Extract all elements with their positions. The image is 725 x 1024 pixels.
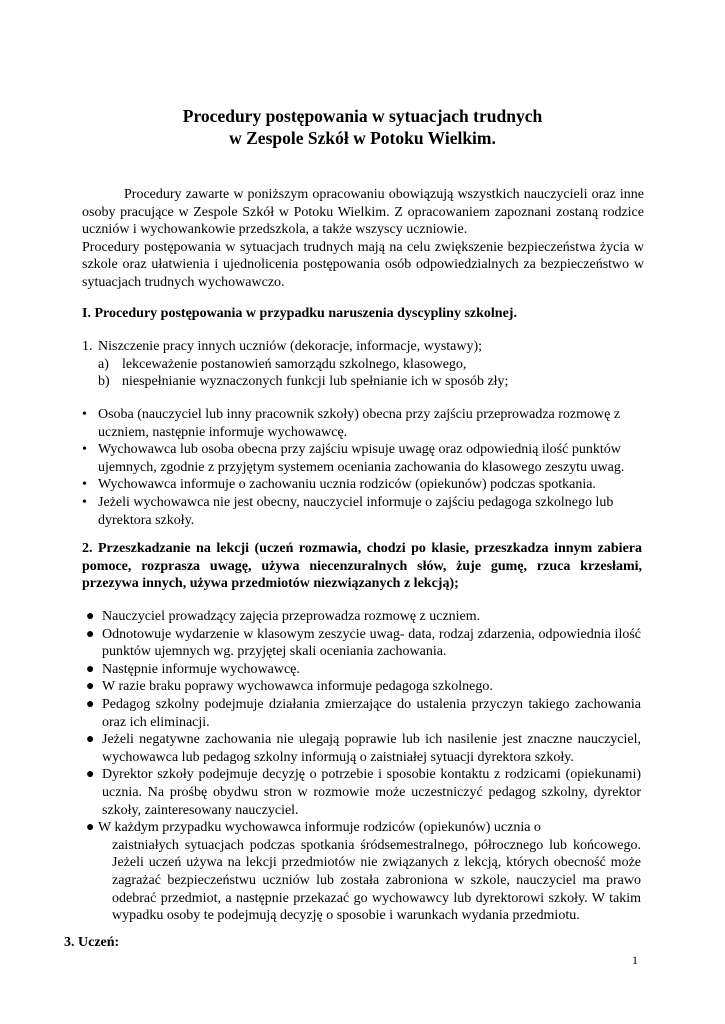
list-item [86,678,641,696]
list-item [82,406,642,441]
list-item [86,696,641,731]
section-2-heading: 2. Przeszkadzanie na lekcji (uczeń rozmawia, chodzi po klasie, przeszkadza innym zabiera pomoce, rozprasza uwagę, używa niecenzuralnych słów, żuje gumę, rzuca krzesłami, przezywa innych, używa przedmiotów niezwiązanych z lekcją); [82,541,642,592]
sub-item [82,373,642,391]
intro-text-1: Procedury zawarte w poniższym opracowaniu obowiązują wszystkich nauczycieli oraz inne osoby pracujące w Zespole Szkół w Potoku Wielkim. Z opracowaniem zapoznani zostaną rodzice uczniów i wychowankowie przedszkola, a także wszyscy uczniowie. [82,187,644,238]
bullet-text: Wychowawca lub osoba obecna przy zajściu wpisuje uwagę oraz odpowiednią ilość punktów ujemnych, zgodnie z przyjętym systemem oceniania zachowania do klasowego zeszytu uwag. [98,442,625,475]
sub-item-text: niespełnianie wyznaczonych funkcji lub spełnianie ich w sposób zły; [122,374,509,390]
list-item [86,626,641,661]
list-item [82,441,642,476]
list-item [86,731,641,766]
bullet-icon: • [82,442,87,458]
bullet-text: W razie braku poprawy wychowawca informuje pedagoga szkolnego. [102,679,493,695]
bullet-icon: ● [86,732,95,748]
bullet-text: Osoba (nauczyciel lub inny pracownik szkoły) obecna przy zajściu przeprowadza rozmowę z uczniem, następnie informuje wychowawcę. [98,407,621,440]
list-item [86,766,641,819]
item-number: 1. [82,339,93,354]
list-item [86,608,641,626]
bullet-text: Nauczyciel prowadzący zajęcia przeprowadza rozmowę z uczniem. [102,609,481,624]
bullet-icon: ● [86,679,95,695]
list-item [82,338,642,356]
document-title-line-2: w Zespole Szkół w Potoku Wielkim. [229,128,496,148]
section-2-bullet-list [86,608,641,925]
bullet-text: Następnie informuje wychowawcę. [102,661,300,677]
bullet-text: Wychowawca informuje o zachowaniu ucznia rodziców (opiekunów) podczas spotkania. [98,477,596,493]
list-item [86,661,641,679]
document-title-line-1: Procedury postępowania w sytuacjach trudnych [182,106,543,126]
sub-item [82,356,642,374]
list-item [82,476,642,494]
item-text: Niszczenie pracy innych uczniów (dekoracje, informacje, wystawy); [98,339,483,354]
list-item [86,819,641,925]
section-3-heading: 3. Uczeń: [64,935,120,950]
page-number: 1 [632,953,638,967]
bullet-text: Jeżeli wychowawca nie jest obecny, nauczyciel informuje o zajściu pedagoga szkolnego lub dyrektora szkoły. [98,494,614,528]
bullet-icon: ● [86,696,95,712]
sub-item-label: b) [98,374,110,390]
bullet-text-first-line: W każdym przypadku wychowawca informuje rodziców (opiekunów) ucznia o [98,820,541,836]
bullet-icon: ● [86,626,95,642]
bullet-text: Odnotowuje wydarzenie w klasowym zeszycie uwag- data, rodzaj zdarzenia, odpowiednia ilość punktów ujemnych wg. przyjętej skali oceniania zachowania. [102,626,641,660]
section-1-bullet-list [82,406,642,529]
bullet-icon: • [82,407,87,422]
list-item [82,494,642,529]
bullet-text-continuation: zaistniałych sytuacjach podczas spotkania śródsemestralnego, półrocznego lub końcowego. Jeżeli uczeń używa na lekcji przedmiotów nie związanych z lekcją, których obecność może zagrażać bezpieczeństwu uczniów lub została zabroniona w szkole, nauczyciel ma prawo odebrać przedmiot, a następnie przekazać go wychowawcy lub dyrektorowi szkoły. W takim wypadku osoby te podejmują decyzję o sposobie i warunkach wydania przedmiotu. [112,837,641,924]
bullet-icon: • [82,477,87,493]
bullet-icon: • [82,494,87,510]
bullet-icon: ● [86,820,95,836]
bullet-icon: ● [86,609,95,624]
bullet-text: Pedagog szkolny podejmuje działania zmierzające do ustalenia przyczyn takiego zachowania oraz ich eliminacji. [102,696,641,730]
bullet-text: Jeżeli negatywne zachowania nie ulegają poprawie lub ich nasilenie jest znaczne nauczyciel, wychowawca lub pedagog szkolny informują o zaistniałej sytuacji dyrektora szkoły. [102,732,641,765]
bullet-text: Dyrektor szkoły podejmuje decyzję o potrzebie i sposobie kontaktu z rodzicami (opiekunami) ucznia. Na prośbę obydwu stron w rozmowie może uczestniczyć pedagog szkolny, dyrektor szkoły, zainteresowany nauczyciel. [102,767,641,818]
section-1-heading: I. Procedury postępowania w przypadku naruszenia dyscypliny szkolnej. [82,306,517,321]
intro-paragraph [82,186,644,292]
sub-item-label: a) [98,356,109,372]
sub-item-text: lekceważenie postanowień samorządu szkolnego, klasowego, [122,356,467,372]
bullet-icon: ● [86,661,95,677]
section-1-numbered-list [82,338,642,391]
bullet-icon: ● [86,767,95,783]
intro-text-2: Procedury postępowania w sytuacjach trudnych mają na celu zwiększenie bezpieczeństwa życia w szkole oraz ułatwienia i ujednolicenia postępowania osób odpowiedzialnych za bezpieczeństwo w sytuacjach trudnych wychowawczo. [82,239,644,290]
